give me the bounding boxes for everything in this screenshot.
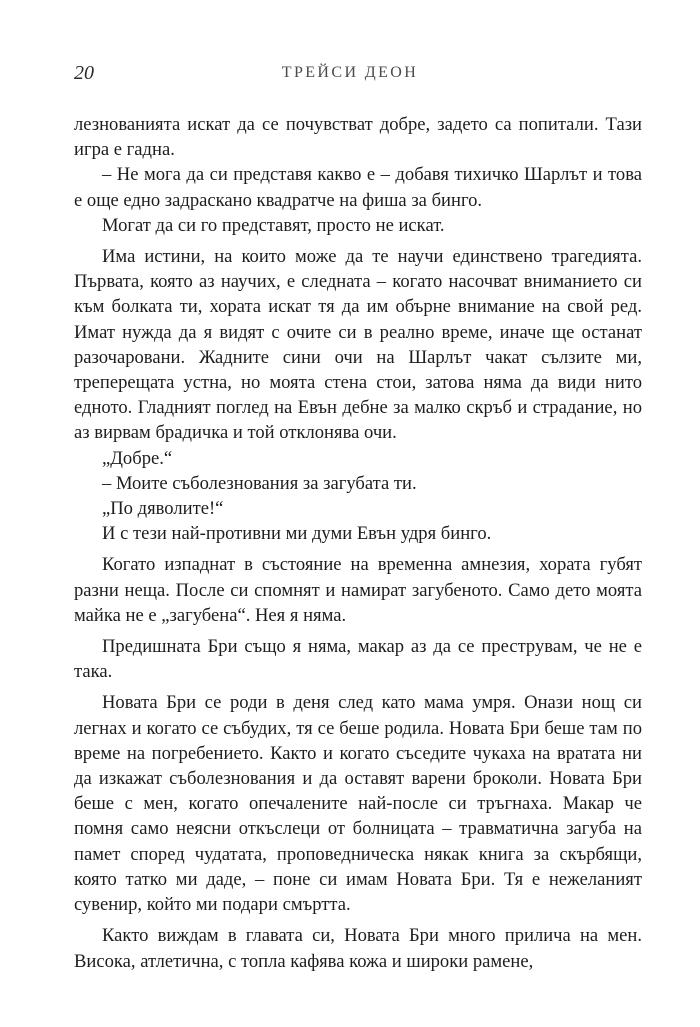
paragraph: „По дяволите!“	[102, 498, 224, 520]
paragraph: Новата Бри се роди в деня след като мама умря. Онази нощ си легнах и когато се събудих, тя се беше родила. Новата Бри беше там по време на погребението. Както и когато съседите чукаха на вратата ни да изкажат съболезнования и да оставят варени броколи. Новата Бри беше с мен, когато опечалените най-после си тръгнаха. Макар че помня само неясни откъслеци от болницата – травматична загуба на памет според чудатата, проповедническа някак книга за скърбящи, която татко ми даде, – поне си имам Новата Бри. Тя е нежеланият сувенир, който ми подари смъртта.	[74, 692, 642, 916]
paragraph: лезнованията искат да се почувстват добре, задето са попитали. Тази игра е гадна.	[74, 114, 642, 161]
page-header	[0, 62, 700, 92]
page-number: 20	[74, 62, 94, 84]
running-head-author: ТРЕЙСИ ДЕОН	[281, 64, 419, 81]
paragraph: Предишната Бри също я няма, макар аз да се преструвам, че не е така.	[74, 636, 642, 683]
paragraph: „Добре.“	[102, 447, 173, 469]
paragraph: – Не мога да си представя какво е – добавя тихичко Шарлът и това е още едно задраскано квадратче на фиша за бинго.	[74, 164, 642, 211]
paragraph: Могат да си го представят, просто не искат.	[102, 214, 445, 236]
paragraph: И с тези най-противни ми думи Евън удря бинго.	[102, 523, 492, 545]
paragraph: – Моите съболезнования за загубата ти.	[102, 472, 417, 494]
paragraph: Има истини, на които може да те научи единствено трагедията. Първата, която аз научих, е следната – когато насочват вниманието си към болката ти, хората искат тя да им обърне внимание на свой ред. Имат нужда да я видят с очите си в реално време, иначе ще останат разочаровани. Жадните сини очи на Шарлът чакат сълзите ми, треперещата устна, но моята стена стои, затова няма да види нито едното. Гладният поглед на Евън дебне за малко скръб и страдание, но аз вирвам брадичка и той отклонява очи.	[74, 246, 642, 444]
paragraph: Когато изпаднат в състояние на временна амнезия, хората губят разни неща. После си спомнят и намират загубеното. Само дето моята майка не е „загубена“. Нея я няма.	[74, 554, 642, 626]
body-text	[74, 112, 642, 974]
paragraph: Както виждам в главата си, Новата Бри много прилича на мен. Висока, атлетична, с топла кафява кожа и широки рамене,	[74, 925, 642, 972]
